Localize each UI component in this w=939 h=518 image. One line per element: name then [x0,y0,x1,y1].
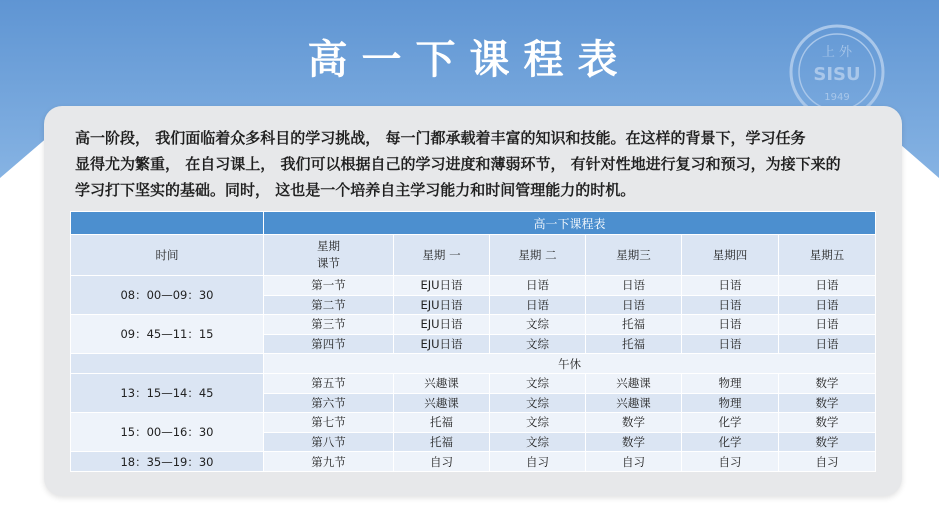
day-header: 星期 二 [490,235,586,276]
day-header: 星期五 [779,235,876,276]
class-cell: 文综 [490,432,586,452]
weekday-label: 星期 [317,239,340,253]
class-cell: 物理 [682,373,779,393]
time-slot: 15：00—16：30 [71,413,264,452]
intro-line: 高一阶段， 我们面临着众多科目的学习挑战， 每一门都承载着丰富的知识和技能。在这样的背景下，学习任务 [75,129,806,147]
class-cell: 数学 [779,393,876,413]
page-title: 高一下课程表 [307,37,632,83]
time-slot: 08：00—09：30 [71,276,264,315]
class-cell: 日语 [490,276,586,296]
schedule-table [70,211,876,472]
table-row [71,315,876,335]
class-cell: 自习 [586,452,682,472]
class-cell: 日语 [682,295,779,315]
class-cell: 日语 [682,276,779,296]
class-cell: 数学 [586,413,682,433]
intro-line: 学习打下坚实的基础。同时， 这也是一个培养自主学习能力和时间管理能力的时机。 [75,181,636,199]
class-cell: 自习 [394,452,490,472]
class-cell: 日语 [779,334,876,354]
class-cell: 自习 [779,452,876,472]
class-cell: 化学 [682,432,779,452]
class-cell: EJU日语 [394,276,490,296]
table-row [71,373,876,393]
day-header: 星期三 [586,235,682,276]
class-cell: 日语 [586,276,682,296]
time-slot: 13：15—14：45 [71,373,264,412]
class-cell: 兴趣课 [394,393,490,413]
table-row [71,276,876,296]
time-slot: 18：35—19：30 [71,452,264,472]
period-cell: 第一节 [264,276,394,296]
class-cell: EJU日语 [394,295,490,315]
class-cell: 文综 [490,334,586,354]
class-cell: 日语 [682,315,779,335]
class-cell: 自习 [682,452,779,472]
class-cell: 日语 [682,334,779,354]
period-cell: 第七节 [264,413,394,433]
intro-text [75,125,875,203]
time-slot: 09：45—11：15 [71,315,264,354]
period-cell: 第六节 [264,393,394,413]
lunch-time-cell [71,354,264,374]
class-cell: 托福 [586,334,682,354]
period-cell: 第五节 [264,373,394,393]
class-cell: 文综 [490,393,586,413]
class-cell: 日语 [779,276,876,296]
class-cell: 自习 [490,452,586,472]
class-cell: 数学 [779,432,876,452]
period-label: 课节 [317,256,340,270]
period-cell: 第二节 [264,295,394,315]
class-cell: 托福 [394,413,490,433]
class-cell: 日语 [586,295,682,315]
lunch-row [71,354,876,374]
class-cell: 数学 [586,432,682,452]
period-cell: 第九节 [264,452,394,472]
day-header: 星期 一 [394,235,490,276]
class-cell: 托福 [394,432,490,452]
lunch-label: 午休 [264,354,876,374]
class-cell: EJU日语 [394,315,490,335]
seal-top-text: 上 外 [821,45,853,60]
seal-mid-text: SISU [813,64,861,85]
period-cell: 第三节 [264,315,394,335]
time-column-header: 时间 [71,235,264,276]
class-cell: 文综 [490,373,586,393]
class-cell: EJU日语 [394,334,490,354]
class-cell: 数学 [779,413,876,433]
class-cell: 化学 [682,413,779,433]
table-corner-blank [71,212,264,235]
table-caption: 高一下课程表 [264,212,876,235]
class-cell: 日语 [779,295,876,315]
table-row [71,452,876,472]
day-header: 星期四 [682,235,779,276]
class-cell: 托福 [586,315,682,335]
period-cell: 第四节 [264,334,394,354]
class-cell: 兴趣课 [394,373,490,393]
class-cell: 文综 [490,315,586,335]
class-cell: 日语 [490,295,586,315]
period-cell: 第八节 [264,432,394,452]
table-row [71,413,876,433]
intro-line: 显得尤为繁重， 在自习课上， 我们可以根据自己的学习进度和薄弱环节， 有针对性地进行复习和预习，为接下来的 [75,155,841,173]
seal-year: 1949 [824,92,850,103]
class-cell: 兴趣课 [586,373,682,393]
weekday-period-header [264,235,394,276]
class-cell: 数学 [779,373,876,393]
class-cell: 兴趣课 [586,393,682,413]
class-cell: 物理 [682,393,779,413]
class-cell: 文综 [490,413,586,433]
class-cell: 日语 [779,315,876,335]
